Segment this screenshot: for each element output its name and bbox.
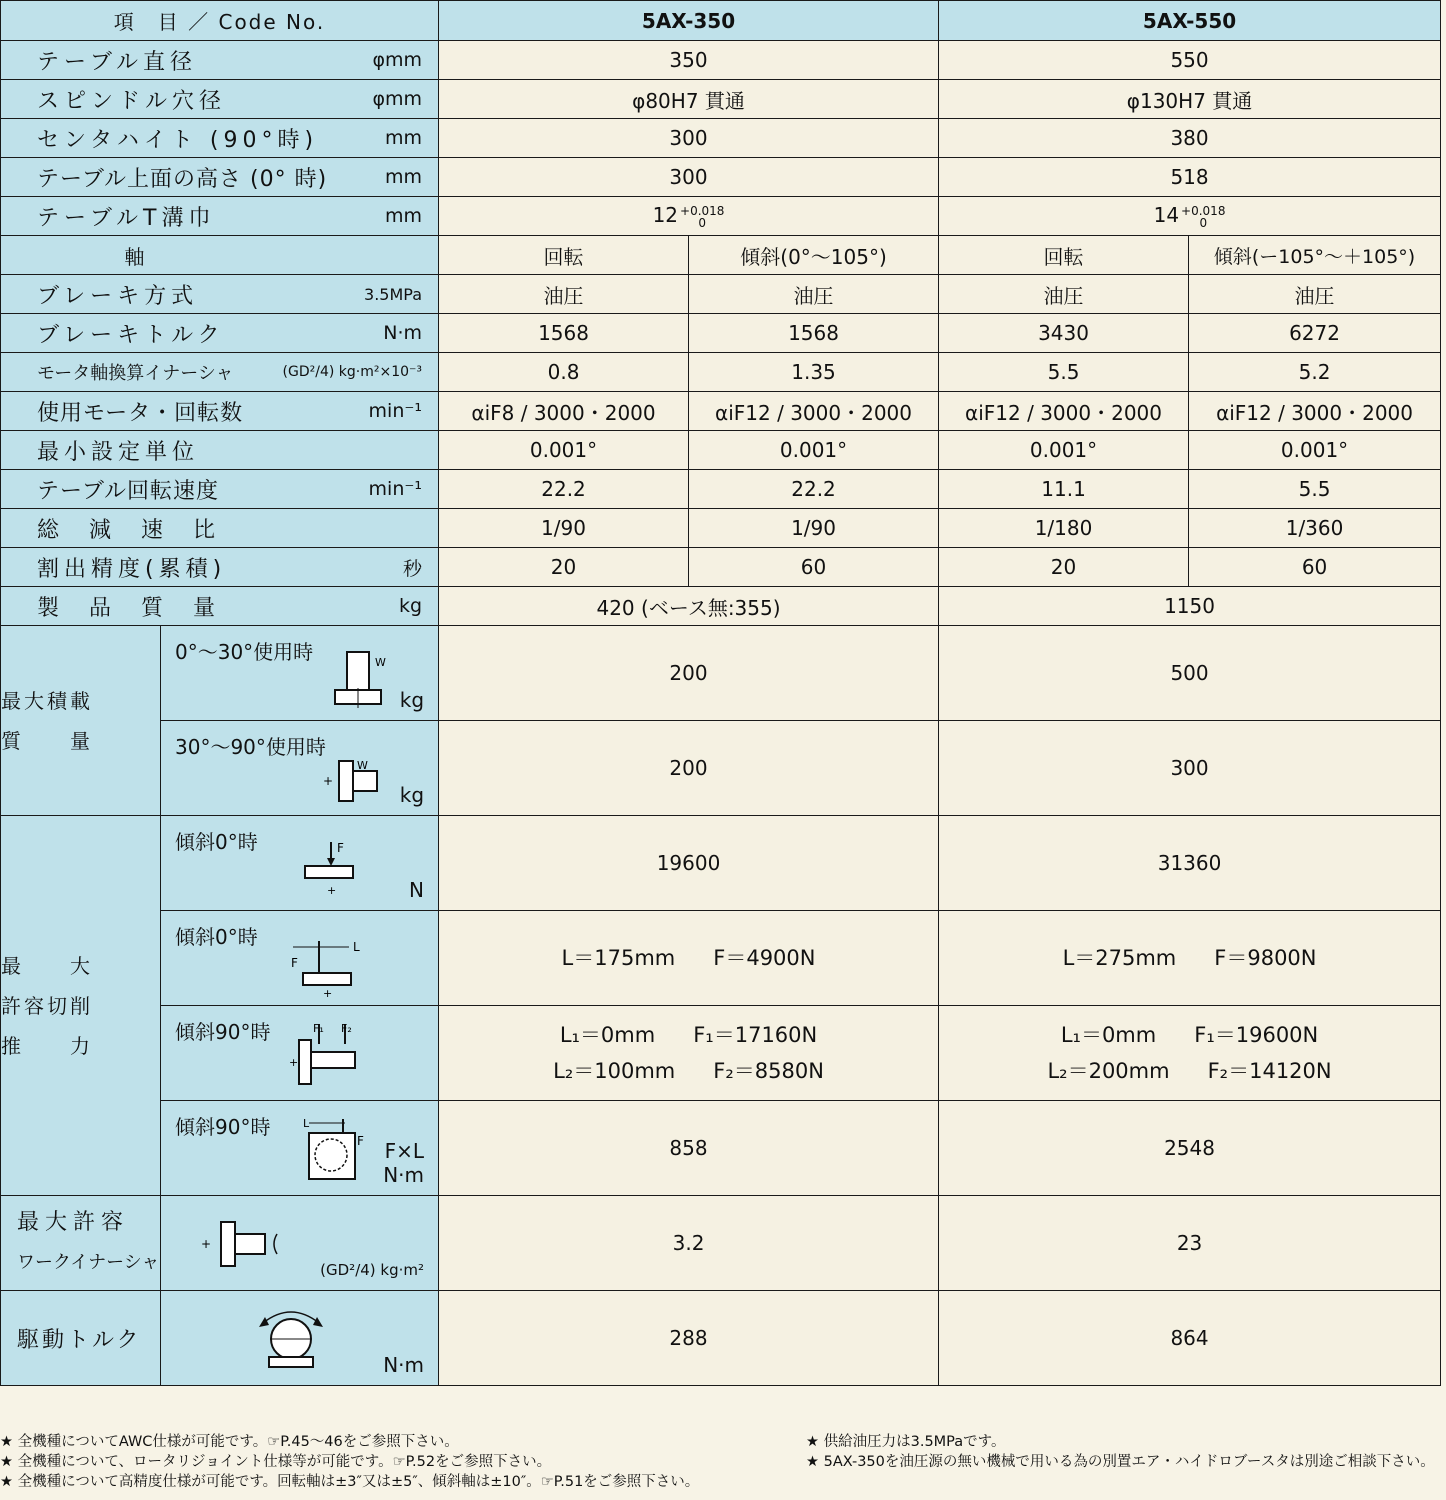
value-a1: 油圧 bbox=[439, 275, 689, 314]
value-b2: 傾斜(ー105°〜＋105°) bbox=[1189, 236, 1441, 275]
row-label: 総減速比 bbox=[37, 517, 246, 543]
value-b: 2548 bbox=[939, 1101, 1441, 1196]
row-thrust-2 bbox=[1, 911, 1441, 1006]
svg-text:F₁: F₁ bbox=[313, 1022, 324, 1035]
sub-label: 0°〜30°使用時 W kg bbox=[161, 626, 439, 721]
row-label: テーブル直径 bbox=[37, 49, 198, 75]
row-label: ブレーキトルク bbox=[37, 322, 225, 348]
row-unit: 秒 bbox=[403, 557, 423, 580]
row-label: 駆動トルク bbox=[1, 1291, 161, 1386]
row-unit: φmm bbox=[372, 49, 423, 71]
value-b: 23 bbox=[939, 1196, 1441, 1291]
value-b1: 5.5 bbox=[939, 353, 1189, 392]
value-a-f: F＝4900N bbox=[713, 946, 816, 970]
value-a1: 22.2 bbox=[439, 470, 689, 509]
value-b-f: F＝9800N bbox=[1214, 946, 1317, 970]
value-a1: 1/90 bbox=[439, 509, 689, 548]
value-a1: 回転 bbox=[439, 236, 689, 275]
row-unit: mm bbox=[384, 127, 423, 149]
value-a2: 1/90 bbox=[689, 509, 939, 548]
row-brake-torque bbox=[1, 314, 1441, 353]
row-spindle-hole bbox=[1, 80, 1441, 119]
value-b bbox=[939, 911, 1441, 1006]
value-b: 518 bbox=[939, 158, 1441, 197]
svg-text:F: F bbox=[357, 1134, 364, 1148]
value-b: 380 bbox=[939, 119, 1441, 158]
svg-text:L: L bbox=[303, 1117, 310, 1130]
row-brake-type bbox=[1, 275, 1441, 314]
svg-text:+: + bbox=[323, 774, 334, 788]
row-speed bbox=[1, 470, 1441, 509]
row-unit: 3.5MPa bbox=[364, 284, 423, 304]
row-unit: φmm bbox=[372, 88, 423, 110]
value-b1: 0.001° bbox=[939, 431, 1189, 470]
row-center-height bbox=[1, 119, 1441, 158]
row-label: モータ軸換算イナーシャ bbox=[37, 363, 234, 384]
row-unit: kg bbox=[398, 595, 423, 617]
value-b: 1150 bbox=[939, 587, 1441, 626]
value-a2: 0.001° bbox=[689, 431, 939, 470]
row-unit: mm bbox=[384, 166, 423, 188]
row-work-inertia bbox=[1, 1196, 1441, 1291]
value-b: 500 bbox=[939, 626, 1441, 721]
value-b: L₁＝0mm F₁＝19600N L₂＝200mm F₂＝14120N bbox=[939, 1006, 1441, 1101]
value-a2: 油圧 bbox=[689, 275, 939, 314]
svg-text:W: W bbox=[375, 656, 386, 669]
row-min-unit bbox=[1, 431, 1441, 470]
row-drive-torque bbox=[1, 1291, 1441, 1386]
value-a: L₁＝0mm F₁＝17160N L₂＝100mm F₂＝8580N bbox=[439, 1006, 939, 1101]
notes-left bbox=[0, 1432, 699, 1492]
drive-torque-icon bbox=[251, 1299, 331, 1375]
value-a: 350 bbox=[439, 41, 939, 80]
vertical-load-icon bbox=[331, 648, 391, 710]
svg-text:L: L bbox=[353, 940, 360, 954]
group-label-max-thrust: 最 大 許容切削 推 力 bbox=[1, 816, 161, 1196]
note-item: ★ 全機種について、ロータリジョイント仕様等が可能です。☞P.52をご参照下さい。 bbox=[0, 1454, 552, 1470]
row-label: 最小設定単位 bbox=[37, 439, 200, 465]
value-b1: 20 bbox=[939, 548, 1189, 587]
value-b: 550 bbox=[939, 41, 1441, 80]
row-t-slot bbox=[1, 197, 1441, 236]
value-b2: 油圧 bbox=[1189, 275, 1441, 314]
header-model-b: 5AX-550 bbox=[939, 1, 1441, 41]
value-b2: 5.2 bbox=[1189, 353, 1441, 392]
header-row bbox=[1, 1, 1441, 41]
row-label: テーブル上面の高さ (0° 時) bbox=[37, 166, 328, 192]
row-accuracy bbox=[1, 548, 1441, 587]
value-b2: 5.5 bbox=[1189, 470, 1441, 509]
value-a1: 1568 bbox=[439, 314, 689, 353]
horizontal-load-icon bbox=[319, 757, 389, 807]
value-b: φ130H7 貫通 bbox=[939, 80, 1441, 119]
value-a: 12 +0.018 0 bbox=[439, 197, 939, 236]
svg-text:F: F bbox=[291, 956, 298, 970]
row-unit: N·m bbox=[383, 322, 423, 344]
row-label: 使用モータ・回転数 bbox=[37, 400, 244, 426]
row-max-load-1 bbox=[1, 626, 1441, 721]
value-b1: 3430 bbox=[939, 314, 1189, 353]
row-thrust-3 bbox=[1, 1006, 1441, 1101]
value-b1: 1/180 bbox=[939, 509, 1189, 548]
svg-text:+: + bbox=[323, 987, 333, 999]
value-b2: 60 bbox=[1189, 548, 1441, 587]
row-label: 製品質量 bbox=[37, 595, 246, 621]
value-b1: 回転 bbox=[939, 236, 1189, 275]
row-label: スピンドル穴径 bbox=[37, 88, 227, 114]
value-a: 200 bbox=[439, 721, 939, 816]
moment-icon bbox=[301, 1115, 371, 1187]
value-b-l: L＝275mm bbox=[1062, 946, 1177, 970]
value-b1: αiF12 / 3000・2000 bbox=[939, 392, 1189, 431]
value-b2: 6272 bbox=[1189, 314, 1441, 353]
sub-label: 傾斜90°時 L F F×L N·m bbox=[161, 1101, 439, 1196]
row-label: テーブル回転速度 bbox=[37, 478, 220, 504]
value-a1: 20 bbox=[439, 548, 689, 587]
svg-text:F₂: F₂ bbox=[341, 1022, 352, 1035]
value-b2: 0.001° bbox=[1189, 431, 1441, 470]
note-item: ★ 5AX-350を油圧源の無い機械で用いる為の別置エア・ハイドロブースタは別途ご相談下さい。 bbox=[806, 1454, 1435, 1470]
note-item: ★ 供給油圧力は3.5MPaです。 bbox=[806, 1434, 1006, 1450]
sub-label: N·m bbox=[161, 1291, 439, 1386]
svg-text:+: + bbox=[289, 1056, 299, 1069]
radial-force-icon bbox=[289, 1020, 369, 1092]
row-table-top bbox=[1, 158, 1441, 197]
row-ratio bbox=[1, 509, 1441, 548]
row-thrust-1 bbox=[1, 816, 1441, 911]
group-label-max-load: 最大積載 質 量 bbox=[1, 626, 161, 816]
row-thrust-4 bbox=[1, 1101, 1441, 1196]
value-a2: 1.35 bbox=[689, 353, 939, 392]
note-item: ★ 全機種について高精度仕様が可能です。回転軸は±3″又は±5″、傾斜軸は±10″。☞P.51をご参照下さい。 bbox=[0, 1474, 700, 1490]
row-axis bbox=[1, 236, 1441, 275]
header-item: 項 目 ／ Code No. bbox=[1, 1, 439, 41]
value-a: 300 bbox=[439, 119, 939, 158]
value-a2: 傾斜(0°〜105°) bbox=[689, 236, 939, 275]
note-item: ★ 全機種についてAWC仕様が可能です。☞P.45〜46をご参照下さい。 bbox=[0, 1434, 459, 1450]
value-b1: 油圧 bbox=[939, 275, 1189, 314]
value-a: 3.2 bbox=[439, 1196, 939, 1291]
sub-label: 傾斜0°時 F + N bbox=[161, 816, 439, 911]
row-label: 最大許容 ワークイナーシャ bbox=[1, 1196, 161, 1291]
row-unit: mm bbox=[384, 205, 423, 227]
notes-right bbox=[806, 1432, 1435, 1472]
value-a1: 0.8 bbox=[439, 353, 689, 392]
row-max-load-2 bbox=[1, 721, 1441, 816]
row-unit: min⁻¹ bbox=[368, 400, 423, 422]
value-b: 31360 bbox=[939, 816, 1441, 911]
row-label: 割出精度(累積) bbox=[37, 556, 227, 582]
row-mass bbox=[1, 587, 1441, 626]
value-a-l: L＝175mm bbox=[561, 946, 676, 970]
offset-force-icon bbox=[289, 937, 369, 999]
sub-label: + (GD²/4) kg·m² bbox=[161, 1196, 439, 1291]
row-motor bbox=[1, 392, 1441, 431]
sub-label: 傾斜0°時 F L + bbox=[161, 911, 439, 1006]
value-b: 864 bbox=[939, 1291, 1441, 1386]
value-a2: 60 bbox=[689, 548, 939, 587]
row-label: センタハイト (90°時) bbox=[37, 127, 319, 153]
value-b: 14 +0.018 0 bbox=[939, 197, 1441, 236]
value-b2: αiF12 / 3000・2000 bbox=[1189, 392, 1441, 431]
row-inertia bbox=[1, 353, 1441, 392]
row-label: 軸 bbox=[1, 236, 439, 275]
value-a2: 1568 bbox=[689, 314, 939, 353]
value-b2: 1/360 bbox=[1189, 509, 1441, 548]
row-label: テーブルT溝巾 bbox=[37, 205, 216, 231]
value-b1: 11.1 bbox=[939, 470, 1189, 509]
svg-text:+: + bbox=[201, 1237, 212, 1251]
row-unit: (GD²/4) kg·m²×10⁻³ bbox=[282, 364, 423, 380]
svg-text:F: F bbox=[337, 841, 344, 855]
row-unit: min⁻¹ bbox=[368, 478, 423, 500]
value-a bbox=[439, 911, 939, 1006]
row-label: ブレーキ方式 bbox=[37, 283, 199, 309]
value-a: 288 bbox=[439, 1291, 939, 1386]
sub-label: 傾斜90°時 F₁ F₂ + bbox=[161, 1006, 439, 1101]
work-inertia-icon bbox=[201, 1216, 291, 1272]
row-table-dia bbox=[1, 41, 1441, 80]
value-a: 858 bbox=[439, 1101, 939, 1196]
value-a2: αiF12 / 3000・2000 bbox=[689, 392, 939, 431]
value-a1: 0.001° bbox=[439, 431, 689, 470]
header-model-a: 5AX-350 bbox=[439, 1, 939, 41]
value-a: 300 bbox=[439, 158, 939, 197]
value-a2: 22.2 bbox=[689, 470, 939, 509]
axial-force-icon bbox=[301, 838, 361, 898]
svg-text:+: + bbox=[327, 884, 337, 897]
value-a: 420 (ベース無:355) bbox=[439, 587, 939, 626]
value-b: 300 bbox=[939, 721, 1441, 816]
sub-label: 30°〜90°使用時 + W kg bbox=[161, 721, 439, 816]
value-a1: αiF8 / 3000・2000 bbox=[439, 392, 689, 431]
value-a: φ80H7 貫通 bbox=[439, 80, 939, 119]
value-a: 200 bbox=[439, 626, 939, 721]
value-a: 19600 bbox=[439, 816, 939, 911]
svg-text:W: W bbox=[357, 759, 368, 772]
